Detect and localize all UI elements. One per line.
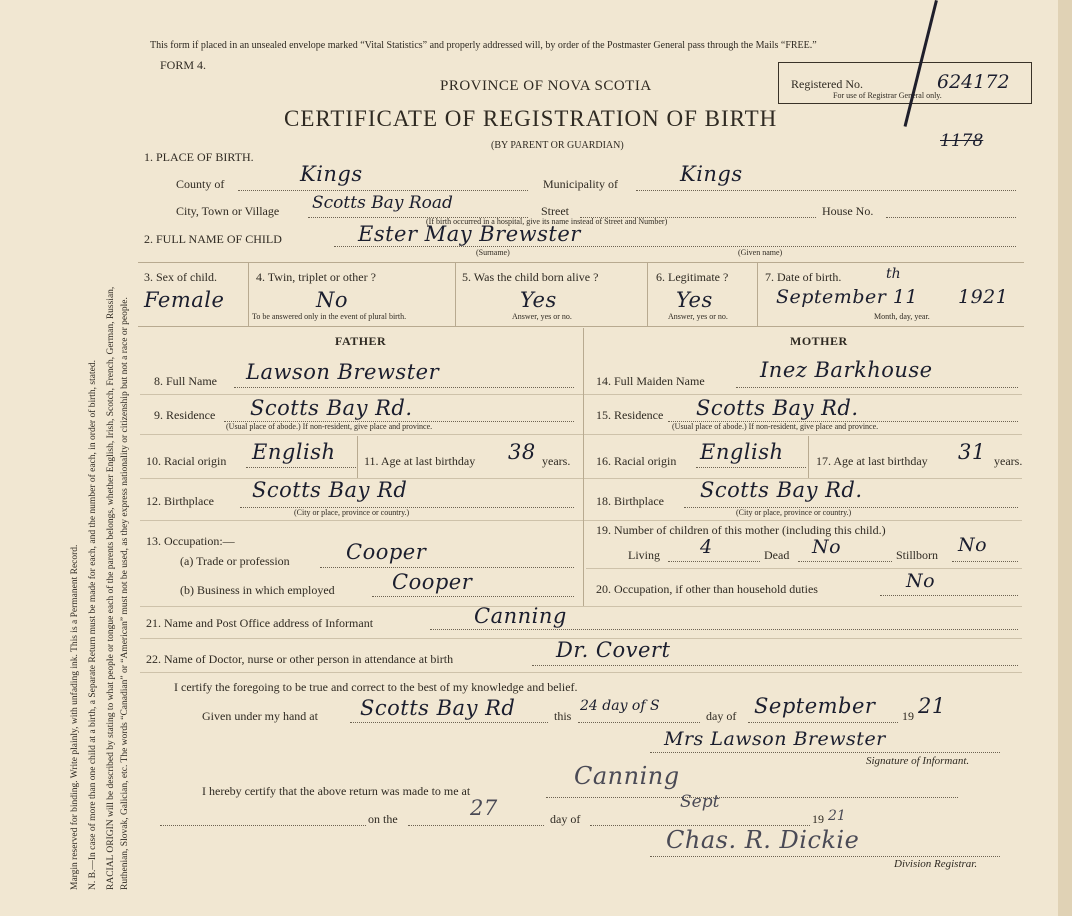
dob-label: 7. Date of birth. <box>765 270 842 284</box>
father-birthplace-note: (City or place, province or country.) <box>294 508 410 517</box>
registered-number: 624172 <box>937 71 1010 93</box>
children-count-label: 19. Number of children of this mother (including this child.) <box>596 523 886 537</box>
city-label: City, Town or Village <box>176 204 280 218</box>
postal-notice: This form if placed in an unsealed envelope marked “Vital Statistics” and properly addressed will, by order of the Postmaster General pass through the Mails “FREE.” <box>150 40 817 51</box>
mother-age-value: 31 <box>958 440 986 464</box>
alive-label: 5. Was the child born alive ? <box>462 270 599 284</box>
informant-value: Canning <box>474 604 567 628</box>
father-residence-label: 9. Residence <box>154 408 216 422</box>
form-number: FORM 4. <box>160 58 207 72</box>
hospital-note: (If birth occurred in a hospital, give its name instead of Street and Number) <box>426 217 668 226</box>
twin-value: No <box>316 288 349 312</box>
dob-year: 1921 <box>958 286 1009 308</box>
father-birthplace-label: 12. Birthplace <box>146 494 214 508</box>
occupation-label: 13. Occupation:— <box>146 534 235 548</box>
registrar-signature: Chas. R. Dickie <box>666 826 860 854</box>
mother-residence-label: 15. Residence <box>596 408 664 422</box>
mother-birthplace-value: Scotts Bay Rd. <box>700 478 863 502</box>
stillborn-label: Stillborn <box>896 548 939 562</box>
mother-name-value: Inez Barkhouse <box>760 358 933 382</box>
surname-note: (Surname) <box>476 248 510 257</box>
page-title: CERTIFICATE OF REGISTRATION OF BIRTH <box>284 106 778 131</box>
mother-years-label: years. <box>994 454 1023 468</box>
certify-year-value: 21 <box>918 694 946 718</box>
child-name-value: Ester May Brewster <box>358 222 581 246</box>
father-residence-value: Scotts Bay Rd. <box>250 396 413 420</box>
registered-label: Registered No. <box>791 77 863 91</box>
father-name-label: 8. Full Name <box>154 374 217 388</box>
doctor-value: Dr. Covert <box>556 638 671 662</box>
signature-of-informant-label: Signature of Informant. <box>866 755 970 767</box>
registrar-day-of-label: day of <box>550 812 581 826</box>
mother-residence-value: Scotts Bay Rd. <box>696 396 859 420</box>
father-racial-value: English <box>252 440 336 464</box>
margin-racial-note-2: Ruthenian, Slovak, Galician, etc. The words “Canadian” or “American” must not be used, as they express nationality or citizenship but not a race or people. <box>120 297 130 890</box>
father-years-label: years. <box>542 454 571 468</box>
mother-racial-label: 16. Racial origin <box>596 454 677 468</box>
certify-statement: I certify the foregoing to be true and correct to the best of my knowledge and belief. <box>174 680 578 694</box>
business-value: Cooper <box>392 570 473 594</box>
given-name-note: (Given name) <box>738 248 783 257</box>
margin-racial-note-1: RACIAL ORIGIN will be described by stating to what people or tongue each of the parents belongs, whether English, Irish, Scotch, French, German, Russian, <box>106 286 116 890</box>
legitimate-note: Answer, yes or no. <box>668 312 728 321</box>
sex-label: 3. Sex of child. <box>144 270 217 284</box>
this-label: this <box>554 709 572 723</box>
living-label: Living <box>628 548 660 562</box>
certify-year-prefix: 19 <box>902 709 914 723</box>
trade-value: Cooper <box>346 540 427 564</box>
child-name-label: 2. FULL NAME OF CHILD <box>144 232 282 246</box>
province-heading: PROVINCE OF NOVA SCOTIA <box>440 78 652 94</box>
mother-name-label: 14. Full Maiden Name <box>596 374 705 388</box>
registration-year-prefix: 19 <box>812 812 824 826</box>
father-racial-label: 10. Racial origin <box>146 454 227 468</box>
given-under-hand-label: Given under my hand at <box>202 709 318 723</box>
alive-note: Answer, yes or no. <box>512 312 572 321</box>
registered-number-box <box>778 62 1032 104</box>
informant-label: 21. Name and Post Office address of Informant <box>146 616 374 630</box>
registration-year-value: 21 <box>828 808 846 824</box>
father-age-label: 11. Age at last birthday <box>364 454 476 468</box>
place-of-birth-heading: 1. PLACE OF BIRTH. <box>144 150 254 164</box>
registrar-use-note: For use of Registrar General only. <box>833 91 942 100</box>
municipality-label: Municipality of <box>543 177 618 191</box>
municipality-value: Kings <box>680 162 743 186</box>
struck-number: 1178 <box>940 131 984 151</box>
living-value: 4 <box>700 536 713 558</box>
registrar-statement: I hereby certify that the above return was made to me at <box>202 784 471 798</box>
stillborn-value: No <box>958 534 988 556</box>
mother-occupation-value: No <box>906 570 936 592</box>
mother-birthplace-label: 18. Birthplace <box>596 494 664 508</box>
alive-value: Yes <box>520 288 557 312</box>
legitimate-label: 6. Legitimate ? <box>656 270 729 284</box>
county-label: County of <box>176 177 225 191</box>
margin-nb-note: N. B.—In case of more than one child at a birth, a Separate Return must be made for each, and the number of each, in order of birth, stated. <box>88 360 98 890</box>
father-age-value: 38 <box>508 440 536 464</box>
mother-heading: MOTHER <box>790 334 848 348</box>
informant-signature: Mrs Lawson Brewster <box>664 728 886 750</box>
margin-binding-note: Margin reserved for binding. Write plainly, with unfading ink. This is a Permanent Record. <box>70 544 80 890</box>
mother-occupation-label: 20. Occupation, if other than household duties <box>596 582 818 596</box>
sex-value: Female <box>144 288 225 312</box>
business-label: (b) Business in which employed <box>180 583 335 597</box>
doctor-label: 22. Name of Doctor, nurse or other person in attendance at birth <box>146 652 454 666</box>
division-registrar-label: Division Registrar. <box>894 858 978 870</box>
dob-note: Month, day, year. <box>874 312 930 321</box>
registration-month-value: Sept <box>680 792 720 812</box>
this-day-value: 24 day of S <box>580 698 660 714</box>
dob-month-day: September 11 <box>776 286 919 308</box>
registrar-place-value: Canning <box>574 762 680 790</box>
house-label: House No. <box>822 204 874 218</box>
dead-label: Dead <box>764 548 790 562</box>
street-label: Street <box>541 204 569 218</box>
page-subtitle: (BY PARENT OR GUARDIAN) <box>491 140 624 151</box>
mother-racial-value: English <box>700 440 784 464</box>
city-value: Scotts Bay Road <box>312 193 453 213</box>
father-heading: FATHER <box>335 334 387 348</box>
father-name-value: Lawson Brewster <box>246 360 440 384</box>
registration-day-value: 27 <box>470 796 498 820</box>
given-place-value: Scotts Bay Rd <box>360 696 516 720</box>
father-birthplace-value: Scotts Bay Rd <box>252 478 408 502</box>
on-the-label: on the <box>368 812 398 826</box>
certify-day-of-label: day of <box>706 709 737 723</box>
twin-note: To be answered only in the event of plural birth. <box>252 312 407 321</box>
dob-suffix: th <box>886 266 901 282</box>
mother-age-label: 17. Age at last birthday <box>816 454 928 468</box>
county-value: Kings <box>300 162 363 186</box>
legitimate-value: Yes <box>676 288 713 312</box>
twin-label: 4. Twin, triplet or other ? <box>256 270 376 284</box>
trade-label: (a) Trade or profession <box>180 554 290 568</box>
mother-residence-note: (Usual place of abode.) If non-resident, give place and province. <box>672 422 879 431</box>
dead-value: No <box>812 536 842 558</box>
certify-month-value: September <box>754 694 876 718</box>
mother-birthplace-note: (City or place, province or country.) <box>736 508 852 517</box>
father-residence-note: (Usual place of abode.) If non-resident, give place and province. <box>226 422 433 431</box>
